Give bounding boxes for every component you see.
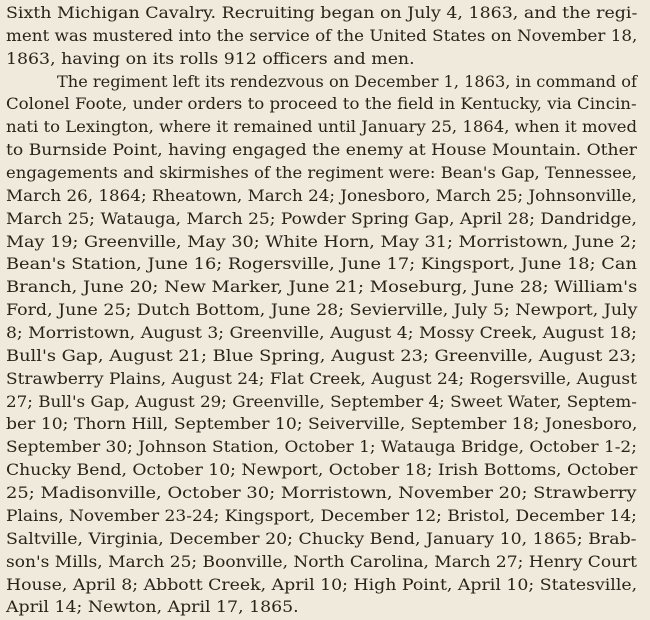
- text-line: March 26, 1864; Rheatown, March 24; Jonesboro, March 25; Johnsonville,: [6, 185, 637, 205]
- text-line: to Burnside Point, having engaged the enemy at House Mountain. Other: [6, 140, 637, 160]
- text-line: March 25; Watauga, March 25; Powder Spring Gap, April 28; Dandridge,: [6, 208, 637, 228]
- text-line: Strawberry Plains, August 24; Flat Creek, August 24; Rogersville, August: [6, 368, 637, 388]
- text-line: May 19; Greenville, May 30; White Horn, May 31; Morristown, June 2;: [6, 231, 637, 251]
- text-line: Sixth Michigan Cavalry. Recruiting began on July 4, 1863, and the regi-: [6, 3, 638, 22]
- text-line: September 30; Johnson Station, October 1; Watauga Bridge, October 1-2;: [6, 437, 637, 457]
- text-line: Colonel Foote, under orders to proceed to the field in Kentucky, via Cincin-: [6, 94, 637, 114]
- text-line: Saltville, Virginia, December 20; Chucky Bend, January 10, 1865; Brab-: [6, 528, 637, 548]
- text-line: son's Mills, March 25; Boonville, North Carolina, March 27; Henry Court: [6, 551, 638, 571]
- text-line: nati to Lexington, where it remained until January 25, 1864, when it moved: [6, 117, 638, 137]
- paragraph-first-line: The regiment left its rendezvous on December 1, 1863, in command of: [57, 71, 637, 91]
- text-line: engagements and skirmishes of the regiment were: Bean's Gap, Tennessee,: [6, 163, 637, 183]
- text-line: ment was mustered into the service of the United States on November 18,: [6, 25, 638, 45]
- text-line: 1863, having on its rolls 912 officers and men.: [6, 48, 415, 68]
- text-line: Branch, June 20; New Marker, June 21; Moseburg, June 28; William's: [6, 277, 638, 297]
- text-line: Bull's Gap, August 21; Blue Spring, August 23; Greenville, August 23;: [6, 345, 637, 365]
- text-line: 8; Morristown, August 3; Greenville, August 4; Mossy Creek, August 18;: [6, 323, 637, 343]
- text-line: Plains, November 23-24; Kingsport, December 12; Bristol, December 14;: [6, 505, 637, 525]
- text-line: Chucky Bend, October 10; Newport, October 18; Irish Bottoms, October: [6, 460, 638, 480]
- text-line: 27; Bull's Gap, August 29; Greenville, September 4; Sweet Water, Septem-: [6, 391, 637, 411]
- text-line: Bean's Station, June 16; Rogersville, June 17; Kingsport, June 18; Can: [6, 254, 637, 274]
- paragraph-last-line: April 14; Newton, April 17, 1865.: [6, 597, 299, 617]
- text-line: Ford, June 25; Dutch Bottom, June 28; Sevierville, July 5; Newport, July: [6, 300, 638, 320]
- text-line: 25; Madisonville, October 30; Morristown, November 20; Strawberry: [6, 483, 637, 503]
- text-line: House, April 8; Abbott Creek, April 10; High Point, April 10; Statesville,: [6, 574, 638, 594]
- text-line: ber 10; Thorn Hill, September 10; Seiverville, September 18; Jonesboro,: [6, 414, 638, 434]
